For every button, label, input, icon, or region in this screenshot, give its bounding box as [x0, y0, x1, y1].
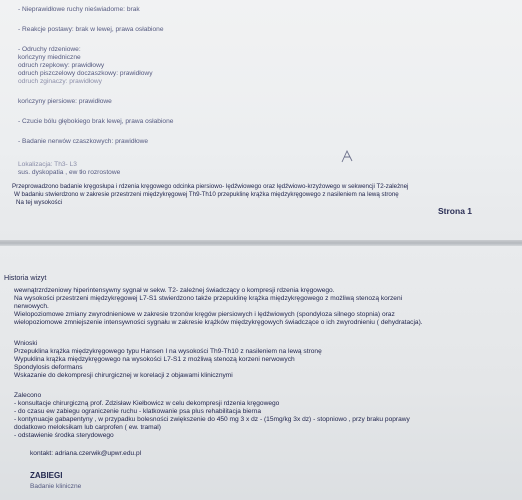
section-subtitle: Badanie kliniczne: [30, 483, 82, 490]
text-line: kończyny piersiowe: prawidłowe: [18, 98, 112, 105]
text-line: wewnątrzrdzeniowy hiperintensywny sygnał w sekw. T2- zależnej świadczący o kompresji rdzenia kręgowego.: [14, 287, 335, 294]
text-line: Przepuklina krążka międzykręgowego typu Hansen I na wysokości Th9-Th10 z nasileniem na lewą stronę: [14, 348, 322, 355]
report-page-1: [0, 0, 522, 240]
text-line: - Odruchy rdzeniowe:: [18, 46, 81, 53]
text-line: - konsultacje chirurgiczną prof. Zdzisław Kiełbowicz w celu dekompresji rdzenia kręgowego: [14, 400, 280, 407]
text-line: Na tej wysokości: [16, 199, 63, 206]
text-line: Przeprowadzono badanie kręgosłupa i rdzenia kręgowego odcinka piersiowo- lędźwiowego oraz lędźwiowo-krzyżowego w sekwencji T2-zależnej: [12, 183, 409, 190]
text-line: Wskazanie do dekompresji chirurgicznej w korelacji z objawami klinicznymi: [14, 372, 233, 379]
text-line: - odstawienie środka sterydowego: [14, 432, 114, 439]
recommended-heading: Zalecono: [14, 392, 42, 399]
history-heading: Historia wizyt: [4, 273, 47, 282]
text-line: Wypuklina krążka międzykręgowego na wysokości L7-S1 z możliwą stenozą korzeni nerwowych: [14, 356, 295, 363]
pen-mark-icon: [340, 148, 354, 164]
page-number: Strona 1: [438, 206, 473, 216]
text-line: Lokalizacja: Th3- L3: [18, 161, 77, 168]
text-line: odruch rzepkowy: prawidłowy: [18, 62, 105, 69]
text-line: - Badanie nerwów czaszkowych: prawidłowe: [18, 138, 149, 145]
conclusions-heading: Wnioski: [14, 340, 38, 347]
text-line: kończyny miedniczne: [18, 54, 81, 61]
text-line: - Czucie bólu głębokiego brak lewej, prawa osłabione: [18, 118, 174, 125]
text-line: - Nieprawidłowe ruchy nieświadome: brak: [18, 6, 140, 13]
text-line: sus. dyskopatia , ew tło rozrostowe: [18, 169, 121, 176]
text-line: W badaniu stwierdzono w zakresie przestrzeni międzykręgowej Th9-Th10 przepuklinę krążka międzykręgowego z nasileniem na lewą stronę: [14, 191, 399, 198]
text-line: odruch piszczelowy doczaszkowy: prawidłowy: [18, 70, 153, 77]
text-line: dodatkowo meloksikam lub carprofen ( ew. tramal): [14, 424, 161, 431]
report-page-2: [0, 246, 522, 500]
text-line: odruch zginaczy: prawidłowy: [18, 78, 102, 85]
text-line: wielopoziomowe zmniejszenie intensywności sygnału w zakresie krążków międzykręgowych świadczące o ich zwyrodnieniu ( dehydratacja).: [14, 319, 423, 326]
text-line: nerwowych.: [14, 303, 49, 310]
text-line: - Reakcje postawy: brak w lewej, prawa osłabione: [18, 26, 164, 33]
text-line: Spondylosis deformans: [14, 364, 83, 371]
text-line: - kontynuacje gabapentyny , w przypadku bolesności zwiększenie do 450 mg 3 x dz - (15mg/kg 3x dz) - stopniowo , przy braku poprawy: [14, 416, 410, 423]
text-line: - do czasu ew zabiegu ograniczenie ruchu - klatkowanie psa plus rehabilitacja bierna: [14, 408, 262, 415]
section-title: ZABIEGI: [30, 471, 63, 480]
contact-line: kontakt: adriana.czerwik@upwr.edu.pl: [30, 450, 142, 457]
text-line: Na wysokości przestrzeni międzykręgowej L7-S1 stwierdzono także przepuklinę krążka międzykręgowego z możliwą stenozą korzeni: [14, 295, 403, 302]
text-line: Wielopoziomowe zmiany zwyrodnieniowe w zakresie trzonów kręgów piersiowych i lędźwiowych (spondyloza silnego stopnia) oraz: [14, 311, 395, 318]
